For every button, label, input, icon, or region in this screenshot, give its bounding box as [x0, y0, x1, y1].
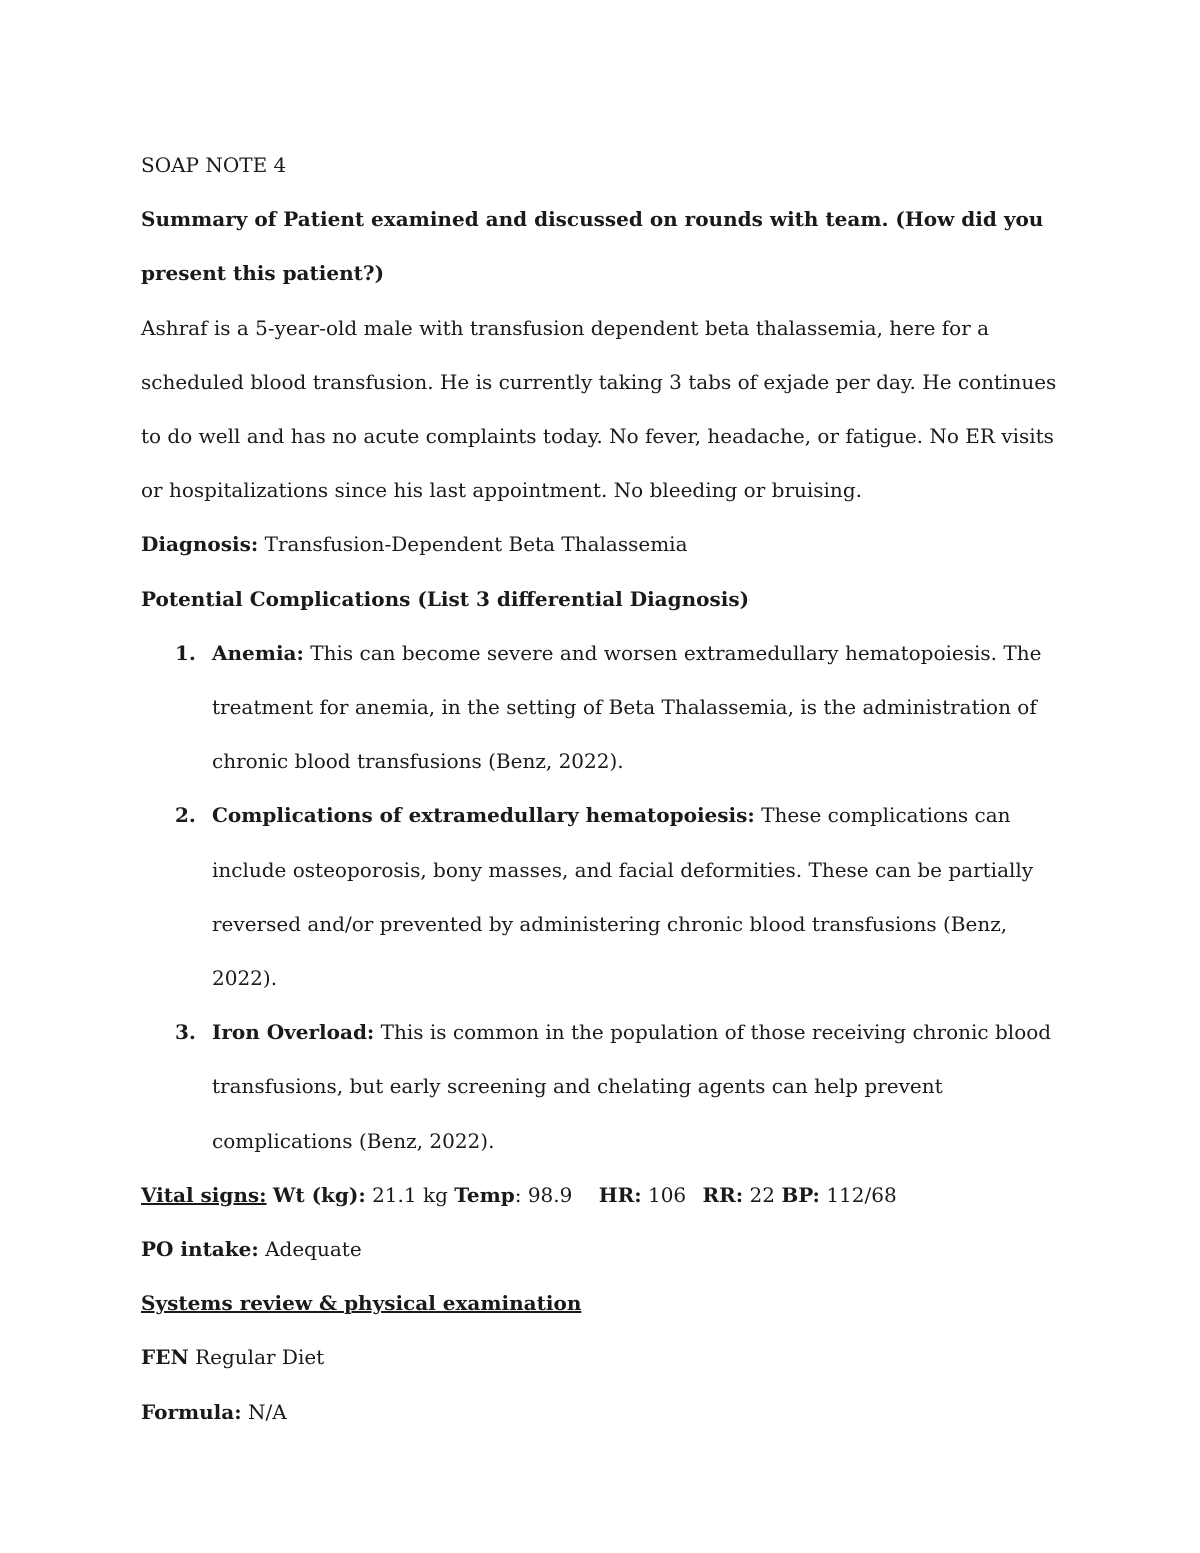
list-item-text: These complications can include osteoporosis, bony masses, and facial deformities. These can be partially reversed and/or prevented by administering chronic blood transfusions (Benz, 2022). — [212, 803, 1034, 991]
diagnosis-line — [141, 517, 1061, 571]
list-item — [175, 626, 1061, 789]
diagnosis-label: Diagnosis: — [141, 532, 259, 557]
list-item-number: 1. — [175, 640, 196, 665]
list-item-term: Iron Overload: — [212, 1020, 375, 1045]
fen-value: Regular Diet — [195, 1345, 325, 1370]
formula-label: Formula: — [141, 1399, 242, 1424]
list-item — [175, 1005, 1061, 1168]
rr-value: 22 — [749, 1182, 775, 1207]
hr-value: 106 — [647, 1182, 687, 1207]
vital-signs-line — [141, 1168, 1061, 1222]
list-item-number: 2. — [175, 803, 196, 828]
bp-label: BP: — [781, 1182, 820, 1207]
weight-label: Wt (kg): — [272, 1182, 366, 1207]
list-item — [175, 788, 1061, 1005]
temp-value: : 98.9 — [514, 1182, 573, 1207]
weight-value: 21.1 kg — [372, 1182, 448, 1207]
fen-line — [141, 1330, 1061, 1384]
list-item-text: This is common in the population of those receiving chronic blood transfusions, but early screening and chelating agents can help prevent complications (Benz, 2022). — [212, 1020, 1052, 1153]
summary-body: Ashraf is a 5-year-old male with transfusion dependent beta thalassemia, here for a scheduled blood transfusion. He is currently taking 3 tabs of exjade per day. He continues to do well and has no acute complaints today. No fever, headache, or fatigue. No ER visits or hospitalizations since his last appointment. No bleeding or bruising. — [141, 315, 1057, 503]
systems-review-heading: Systems review & physical examination — [141, 1291, 582, 1316]
diagnosis-value: Transfusion-Dependent Beta Thalassemia — [264, 532, 688, 557]
list-item-term: Complications of extramedullary hematopoiesis: — [212, 803, 755, 828]
list-item-term: Anemia: — [212, 640, 304, 665]
systems-review-line — [141, 1276, 1061, 1330]
po-intake-value: Adequate — [265, 1237, 362, 1262]
list-item-number: 3. — [175, 1020, 196, 1045]
bp-value: 112/68 — [826, 1182, 897, 1207]
summary-heading: Summary of Patient examined and discussed on rounds with team. (How did you present this patient?) — [141, 207, 1044, 286]
title-text: SOAP NOTE 4 — [141, 153, 287, 177]
document-title — [141, 138, 1061, 192]
temp-label: Temp — [454, 1182, 515, 1207]
list-item-text: This can become severe and worsen extramedullary hematopoiesis. The treatment for anemia, in the setting of Beta Thalassemia, is the administration of chronic blood transfusions (Benz, 2022). — [212, 640, 1042, 774]
fen-label: FEN — [141, 1345, 189, 1370]
complications-heading: Potential Complications (List 3 differential Diagnosis) — [141, 586, 750, 611]
formula-line — [141, 1385, 1061, 1439]
po-intake-label: PO intake: — [141, 1237, 259, 1262]
complications-list — [141, 626, 1061, 1168]
vital-signs-heading: Vital signs: — [141, 1182, 267, 1207]
document-page — [141, 138, 1061, 1439]
rr-label: RR: — [702, 1182, 744, 1207]
hr-label: HR: — [598, 1182, 642, 1207]
po-intake-line — [141, 1222, 1061, 1276]
formula-value: N/A — [247, 1399, 287, 1424]
